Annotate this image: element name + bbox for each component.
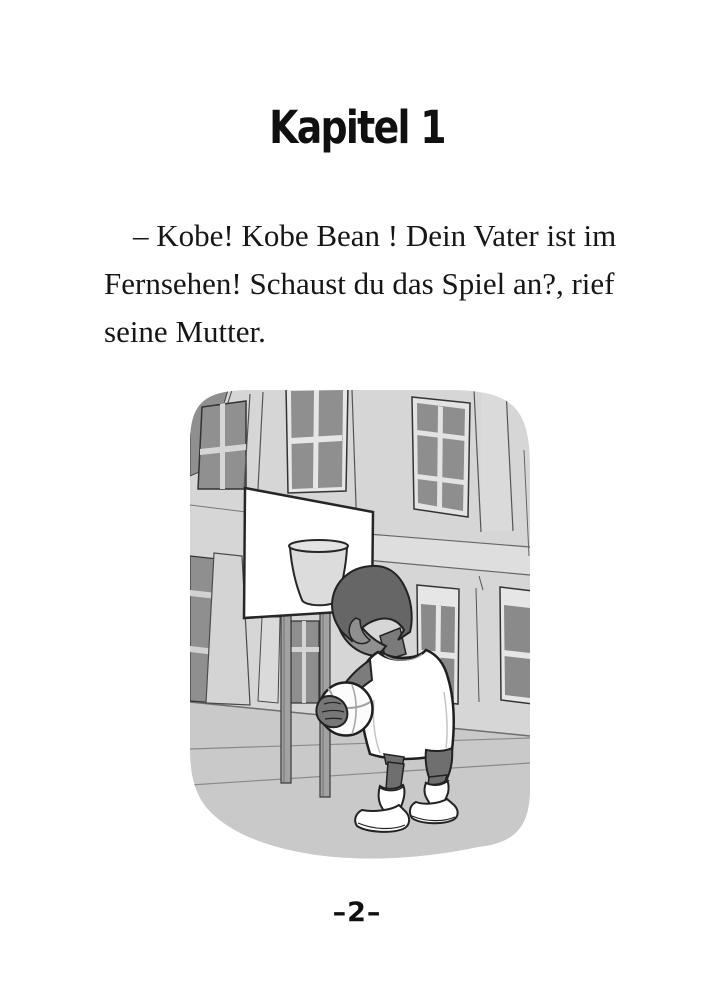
paragraph-line-3: seine Mutter. (104, 314, 266, 349)
window-upper-left (198, 401, 246, 489)
chapter-title: Kapitel 1 (269, 101, 445, 154)
window-lower-right (500, 587, 532, 704)
facade-strip (258, 617, 280, 703)
paragraph-line-1: – Kobe! Kobe Bean ! Dein Vater ist im (133, 218, 617, 253)
window-upper-right (412, 397, 470, 517)
window-between-poles (291, 621, 319, 703)
story-paragraph (104, 212, 624, 356)
illustration-svg (190, 388, 532, 862)
window-upper-middle (286, 388, 348, 493)
page-number: –2– (332, 897, 382, 928)
paragraph-line-2: Fernsehen! Schaust du das Spiel an?, rief (104, 266, 615, 301)
boy-sneaker (410, 799, 458, 823)
story-illustration (190, 388, 532, 862)
hoop-pole (281, 615, 291, 783)
